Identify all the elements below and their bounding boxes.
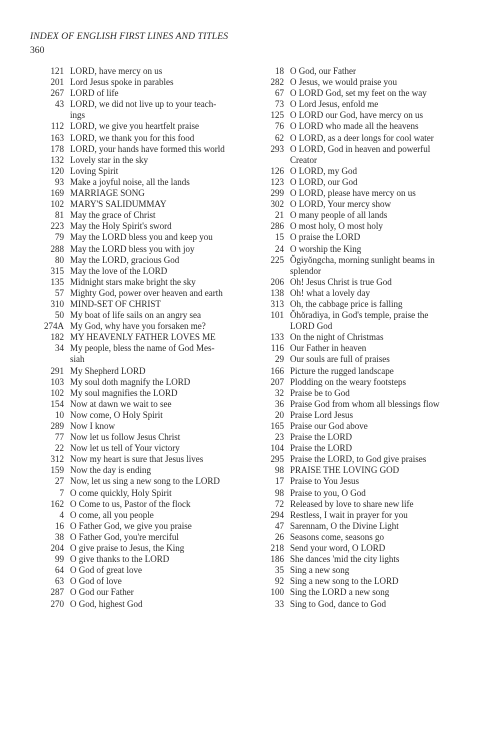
index-entry [38,565,238,576]
index-entry [258,399,464,410]
first-line-text: Send your word, O LORD [290,543,386,554]
hymn-number: 299 [270,188,284,199]
index-entry [38,354,238,365]
first-line-text: MIND-SET OF CHRIST [70,298,161,309]
hymn-number: 101 [270,310,284,321]
hymn-number: 169 [50,188,64,199]
hymn-number: 81 [55,210,64,221]
index-entry [38,188,238,199]
index-entry [258,576,464,587]
hymn-number: 62 [275,132,284,143]
index-entry [38,532,238,543]
index-entry [258,476,464,487]
hymn-number: 138 [270,287,284,298]
index-entry [258,366,464,377]
first-line-text: O LORD who made all the heavens [290,121,419,132]
index-entry [258,188,464,199]
hymn-number: 57 [55,287,64,298]
first-line-text: Mighty God, power over heaven and earth [70,287,223,298]
index-entry [38,554,238,565]
hymn-number: 267 [50,88,64,99]
first-line-text: Loving Spirit [70,165,119,176]
index-entry [38,155,238,166]
index-entry [258,343,464,354]
index-entry [258,166,464,177]
hymn-number: 125 [270,110,284,121]
index-entry [38,543,238,554]
first-line-text: Released by love to share new life [290,498,414,509]
hymn-number: 104 [270,443,284,454]
first-line-text: Sing the LORD a new song [290,587,390,598]
first-line-text: Now the day is ending [70,465,151,476]
first-line-text: Praise Lord Jesus [290,409,353,420]
hymn-number: 102 [50,199,64,210]
index-entry [258,88,464,99]
index-entry [258,554,464,565]
hymn-number: 26 [275,531,284,542]
first-line-text: May the LORD bless you with joy [70,243,195,254]
hymn-number: 93 [55,176,64,187]
index-entry [258,521,464,532]
hymn-number: 287 [50,587,64,598]
hymn-number: 282 [270,77,284,88]
index-entry [258,543,464,554]
hymn-number: 294 [270,509,284,520]
index-entry [38,343,238,354]
index-entry [38,166,238,177]
first-line-text: My soul doth magnify the LORD [70,376,191,387]
hymn-number: 92 [275,576,284,587]
index-entry [258,421,464,432]
first-line-text: O many people of all lands [290,210,388,221]
first-line-text: O Jesus, we would praise you [290,77,397,88]
hymn-number [258,266,284,277]
hymn-number: 204 [50,543,64,554]
first-line-text: LORD, have mercy on us [70,66,163,76]
first-line-text: LORD of life [70,88,119,99]
index-entry [258,121,464,132]
hymn-number: 15 [275,232,284,243]
index-entry [38,587,238,598]
hymn-number: 103 [50,376,64,387]
hymn-number: 38 [55,531,64,542]
index-entry [38,266,238,277]
first-line-text: Praise our God above [290,421,368,431]
index-entry [38,199,238,210]
first-line-text: O LORD God, set my feet on the way [290,88,427,99]
hymn-number: 35 [275,565,284,576]
hymn-number: 34 [55,343,64,354]
hymn-number: 10 [55,409,64,420]
hymn-number: 116 [270,343,284,354]
hymn-number: 270 [50,598,64,609]
index-entry [258,133,464,144]
index-entry [38,332,238,343]
first-line-text: MARRIAGE SONG [70,188,145,199]
hymn-number: 99 [55,554,64,565]
first-line-text: O give praise to Jesus, the King [70,543,185,554]
index-entry [258,377,464,388]
first-line-text: My boat of life sails on an angry sea [70,310,201,321]
first-line-text: O LORD, my God [290,165,357,176]
hymn-number: 182 [50,332,64,343]
hymn-number: 18 [275,66,284,76]
index-entry [258,210,464,221]
hymn-number: 120 [50,165,64,176]
hymn-number: 4 [59,509,64,520]
index-entry [258,77,464,88]
first-line-text: O Father God, we give you praise [70,520,192,531]
index-entry [38,366,238,377]
index-entry [258,277,464,288]
hymn-number: 206 [270,276,284,287]
first-line-text: Our Father in heaven [290,343,367,354]
first-line-text: Now let us follow Jesus Christ [70,432,181,443]
index-entry [258,488,464,499]
index-entry [258,510,464,521]
first-line-text: Sing to God, dance to God [290,598,386,609]
index-entry [38,377,238,388]
hymn-number: 178 [50,143,64,154]
hymn-number [258,155,284,166]
hymn-number: 154 [50,398,64,409]
first-line-text: MARY'S SALIDUMMAY [70,199,167,210]
first-line-text: Make a joyful noise, all the lands [70,176,190,187]
first-line-text: Praise the LORD [290,443,352,454]
index-entry [258,432,464,443]
first-line-text: O LORD our God, have mercy on us [290,110,423,121]
first-line-text: ings [70,110,86,121]
hymn-number: 112 [50,121,64,132]
first-line-text: Praise the LORD, to God give praises [290,454,427,465]
index-entry [38,499,238,510]
hymn-number: 223 [50,221,64,232]
first-line-text: Sing a new song [290,565,350,576]
first-line-text: My people, bless the name of God Mes- [70,343,215,354]
hymn-number: 310 [50,298,64,309]
index-entry [258,532,464,543]
first-line-text: May the LORD bless you and keep you [70,232,213,243]
first-line-text: O praise the LORD [290,232,361,243]
index-entry [258,465,464,476]
hymn-number: 64 [55,565,64,576]
first-line-text: Praise to you, O God [290,487,366,498]
hymn-number: 24 [275,243,284,254]
hymn-number: 313 [270,298,284,309]
first-line-text: LORD, we thank you for this food [70,132,195,143]
index-entry [38,299,238,310]
hymn-number: 20 [275,409,284,420]
index-entry [38,77,238,88]
index-entry [38,388,238,399]
hymn-number: 201 [50,77,64,88]
hymn-number: 132 [50,154,64,165]
first-line-text: Creator [290,154,317,165]
index-entry [38,177,238,188]
index-entry [38,399,238,410]
index-entry [38,210,238,221]
hymn-number: 121 [50,66,64,76]
index-entry [258,410,464,421]
first-line-text: O LORD, Your mercy show [290,199,391,210]
first-line-text: May the grace of Christ [70,210,156,221]
index-entry [38,144,238,155]
right-index-column [258,66,464,610]
hymn-number: 289 [50,421,64,431]
hymn-number: 22 [55,443,64,454]
index-entry [258,155,464,166]
first-line-text: Now I know [70,421,115,431]
first-line-text: O God, our Father [290,66,356,76]
first-line-text: Oh! Jesus Christ is true God [290,276,392,287]
hymn-number: 186 [270,554,284,565]
hymn-number: 17 [275,476,284,487]
hymn-number: 72 [275,498,284,509]
hymn-number: 33 [275,598,284,609]
index-entry [38,221,238,232]
index-entry [258,66,464,77]
hymn-number: 21 [275,210,284,221]
hymn-number: 36 [275,398,284,409]
first-line-text: May the LORD, gracious God [70,254,180,265]
first-line-text: Picture the rugged landscape [290,365,394,376]
index-entry [38,244,238,255]
first-line-text: Praise God from whom all blessings flow [290,398,440,409]
index-entry [38,232,238,243]
page-number: 360 [30,45,45,56]
hymn-number: 7 [59,487,64,498]
index-entry [38,521,238,532]
first-line-text: My Shepherd LORD [70,365,146,376]
first-line-text: LORD God [290,321,333,332]
hymn-number: 166 [270,365,284,376]
index-entry [38,277,238,288]
hymn-number: 63 [55,576,64,587]
first-line-text: O LORD, as a deer longs for cool water [290,132,434,143]
first-line-text: O God of love [70,576,122,587]
hymn-number: 79 [55,232,64,243]
index-entry [258,110,464,121]
index-entry [38,510,238,521]
first-line-text: MY HEAVENLY FATHER LOVES ME [70,332,216,343]
hymn-number: 286 [270,221,284,232]
hymn-number [38,354,64,365]
index-entry [38,576,238,587]
hymn-number: 288 [50,243,64,254]
first-line-text: Oh! what a lovely day [290,287,370,298]
first-line-text: LORD, we did not live up to your teach- [70,99,217,110]
first-line-text: Restless, I wait in prayer for you [290,509,408,520]
index-entry [38,454,238,465]
first-line-text: PRAISE THE LOVING GOD [290,465,400,476]
hymn-number: 162 [50,498,64,509]
hymn-number: 135 [50,276,64,287]
hymn-number: 100 [270,587,284,598]
first-line-text: Seasons come, seasons go [290,531,384,542]
page-header-title: INDEX OF ENGLISH FIRST LINES AND TITLES [30,31,229,42]
first-line-text: O God, highest God [70,598,143,609]
hymn-number: 27 [55,476,64,487]
first-line-text: O Father God, you're merciful [70,531,179,542]
hymn-number: 67 [275,88,284,99]
hymn-number: 274A [44,321,64,332]
index-entry [258,599,464,610]
index-entry [38,476,238,487]
index-entry [258,443,464,454]
first-line-text: Ŏgiyŏngcha, morning sunlight beams in [290,254,435,265]
first-line-text: Now at dawn we wait to see [70,398,172,409]
first-line-text: O Come to us, Pastor of the flock [70,498,191,509]
first-line-text: My God, why have you forsaken me? [70,321,206,332]
first-line-text: O give thanks to the LORD [70,554,170,565]
hymn-number: 47 [275,520,284,531]
first-line-text: May the Holy Spirit's sword [70,221,172,232]
index-entry [38,121,238,132]
index-entry [258,499,464,510]
first-line-text: My soul magnifies the LORD [70,387,178,398]
index-entry [38,410,238,421]
left-index-column [38,66,238,610]
index-entry [258,454,464,465]
hymn-number: 163 [50,132,64,143]
first-line-text: Sing a new song to the LORD [290,576,399,587]
hymn-number: 207 [270,376,284,387]
first-line-text: She dances 'mid the city lights [290,554,400,565]
first-line-text: May the love of the LORD [70,265,168,276]
first-line-text: Praise to You Jesus [290,476,360,487]
index-entry [258,299,464,310]
first-line-text: O come quickly, Holy Spirit [70,487,172,498]
first-line-text: Now let us tell of Your victory [70,443,180,454]
hymn-number: 159 [50,465,64,476]
hymn-number [258,321,284,332]
hymn-number: 225 [270,254,284,265]
index-entry [38,321,238,332]
first-line-text: siah [70,354,85,365]
index-entry [38,488,238,499]
index-entry [258,144,464,155]
index-entry [38,66,238,77]
hymn-number: 123 [270,176,284,187]
hymn-number: 98 [275,487,284,498]
index-entry [38,465,238,476]
hymn-number: 16 [55,520,64,531]
index-entry [38,310,238,321]
hymn-number: 29 [275,354,284,365]
hymn-number: 312 [50,454,64,465]
first-line-text: Lovely star in the sky [70,154,148,165]
index-entry [38,255,238,266]
first-line-text: Midnight stars make bright the sky [70,276,196,287]
first-line-text: Praise be to God [290,387,350,398]
first-line-text: Praise the LORD [290,432,352,443]
first-line-text: Our souls are full of praises [290,354,390,365]
first-line-text: Lord Jesus spoke in parables [70,77,174,88]
index-entry [258,388,464,399]
hymn-number: 315 [50,265,64,276]
hymn-number [38,110,64,121]
hymn-number: 126 [270,165,284,176]
hymn-number: 218 [270,543,284,554]
hymn-number: 32 [275,387,284,398]
first-line-text: O worship the King [290,243,362,254]
first-line-text: LORD, your hands have formed this world [70,143,225,154]
hymn-number: 165 [270,421,284,431]
hymn-number: 43 [55,99,64,110]
first-line-text: LORD, we give you heartfelt praise [70,121,199,132]
first-line-text: O LORD, please have mercy on us [290,188,416,199]
index-entry [38,133,238,144]
index-entry [258,587,464,598]
index-entry [38,443,238,454]
first-line-text: O God our Father [70,587,134,598]
index-entry [258,255,464,266]
first-line-text: O come, all you people [70,509,154,520]
index-entry [38,599,238,610]
index-entry [258,177,464,188]
index-entry [258,199,464,210]
first-line-text: Now, let us sing a new song to the LORD [70,476,220,487]
index-entry [258,321,464,332]
index-entry [258,221,464,232]
index-entry [258,99,464,110]
hymn-number: 76 [275,121,284,132]
first-line-text: O most holy, O most holy [290,221,383,232]
first-line-text: O LORD, God in heaven and powerful [290,143,431,154]
hymn-number: 77 [55,432,64,443]
index-entry [258,244,464,255]
first-line-text: splendor [290,265,321,276]
hymn-number: 293 [270,143,284,154]
hymn-number: 102 [50,387,64,398]
hymn-number: 291 [50,365,64,376]
hymn-number: 50 [55,310,64,321]
index-entry [258,232,464,243]
index-entry [38,421,238,432]
first-line-text: O God of great love [70,565,142,576]
index-entry [38,288,238,299]
hymn-number: 295 [270,454,284,465]
index-entry [38,432,238,443]
index-entry [258,332,464,343]
first-line-text: Plodding on the weary footsteps [290,376,406,387]
index-entry [258,288,464,299]
hymn-number: 73 [275,99,284,110]
first-line-text: Sarennam, O the Divine Light [290,520,399,531]
first-line-text: Now my heart is sure that Jesus lives [70,454,204,465]
index-entry [258,266,464,277]
first-line-text: On the night of Christmas [290,332,384,343]
index-entry [258,565,464,576]
hymn-number: 98 [275,465,284,476]
index-entry [38,110,238,121]
hymn-number: 133 [270,332,284,343]
first-line-text: Oh, the cabbage price is falling [290,298,403,309]
index-entry [258,354,464,365]
hymn-number: 80 [55,254,64,265]
hymn-number: 302 [270,199,284,210]
index-entry [38,99,238,110]
first-line-text: Ŏhŏradiya, in God's temple, praise the [290,310,429,321]
index-entry [38,88,238,99]
first-line-text: O Lord Jesus, enfold me [290,99,379,110]
first-line-text: O LORD, our God [290,176,358,187]
hymn-number: 23 [275,432,284,443]
first-line-text: Now come, O Holy Spirit [70,409,163,420]
index-entry [258,310,464,321]
